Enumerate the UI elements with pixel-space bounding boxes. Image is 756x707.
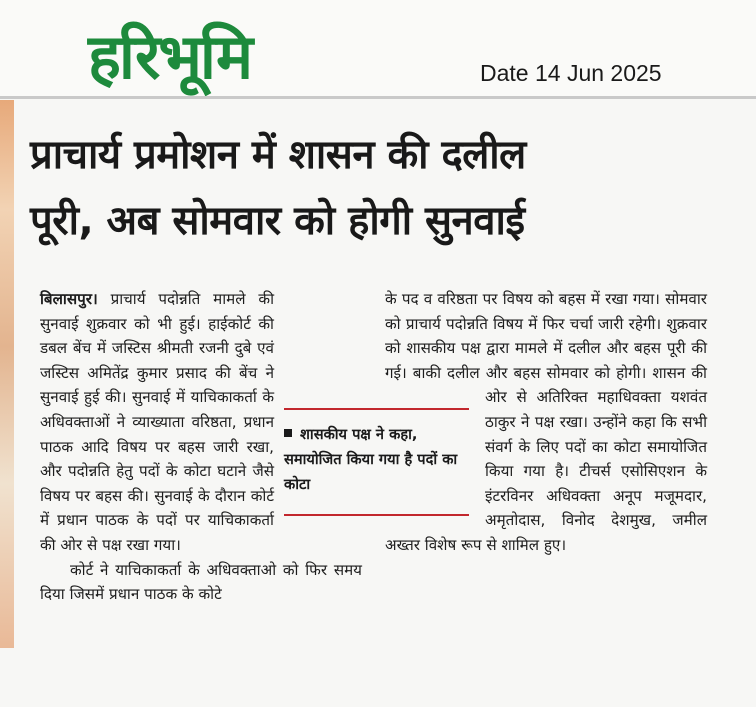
pull-quote-bottom-rule: [284, 514, 469, 516]
dateline: बिलासपुर।: [40, 290, 98, 308]
article-headline: [30, 122, 740, 254]
masthead-divider: [0, 96, 756, 99]
column-1-paragraph-1: प्राचार्य पदोन्नति मामले की सुनवाई शुक्रवार को भी हुई। हाईकोर्ट की डबल बेंच में जस्टिस श्रीमती रजनी दुबे एवं जस्टिस अमितेंद्र कुमार प्रसाद की बेंच ने सुनवाई हुई की। सुनवाई में याचिकाकर्ता के अधिवक्ताओं ने व्याख्याता वरिष्ठता, प्रधान पाठक आदि विषय पर बहस जारी रखा, और पदोन्नति हेतु पदों के कोटा घटाने जैसे विषय पर बहस की। सुनवाई के दौरान कोर्ट में प्रधान पाठक के पदों पर याचिकाकर्ता की ओर से पक्ष रखा गया।: [40, 290, 275, 554]
headline-line-2: पूरी, अब सोमवार को होगी सुनवाई: [30, 198, 525, 244]
adjacent-photo-edge: [0, 100, 14, 648]
cropped-next-article-edge: [0, 686, 756, 707]
date-label: Date 14 Jun 2025: [480, 60, 662, 86]
bullet-square-icon: [284, 429, 292, 437]
headline-line-1: प्राचार्य प्रमोशन में शासन की दलील: [30, 132, 526, 178]
column-1-paragraph-2: कोर्ट ने याचिकाकर्ता के अधिवक्ताओ को फिर समय दिया जिसमें प्रधान पाठक के कोटे: [40, 560, 362, 604]
pull-quote: [284, 408, 469, 516]
masthead: [0, 0, 756, 96]
pull-quote-text: शासकीय पक्ष ने कहा, समायोजित किया गया है पदों का कोटा: [284, 426, 458, 493]
newspaper-logo: हरिभूमि: [88, 20, 252, 93]
column-2-paragraph-1: के पद व वरिष्ठता पर विषय को बहस में रखा गया। सोमवार को प्राचार्य पदोन्नति विषय में फिर चर्चा जारी रहेगी। शुक्रवार को शासकीय पक्ष द्वारा मामले में दलील और बहस पूरी की गई। बाकी दलील और बहस सोमवार को होगी। शासन की ओर से अतिरिक्त महाधिवक्ता यशवंत ठाकुर ने पक्ष रखा। उन्होंने कहा कि सभी संवर्ग के लिए पदों का कोटा समायोजित किया गया है। टीचर्स एसोसिएशन के इंटरविनर अधिवक्ता अनूप मजूमदार, अमृतोदास, विनोद देशमुख, जमील अख्तर विशेष रूप से शामिल हुए।: [385, 290, 707, 554]
pull-quote-top-rule: [284, 408, 469, 410]
